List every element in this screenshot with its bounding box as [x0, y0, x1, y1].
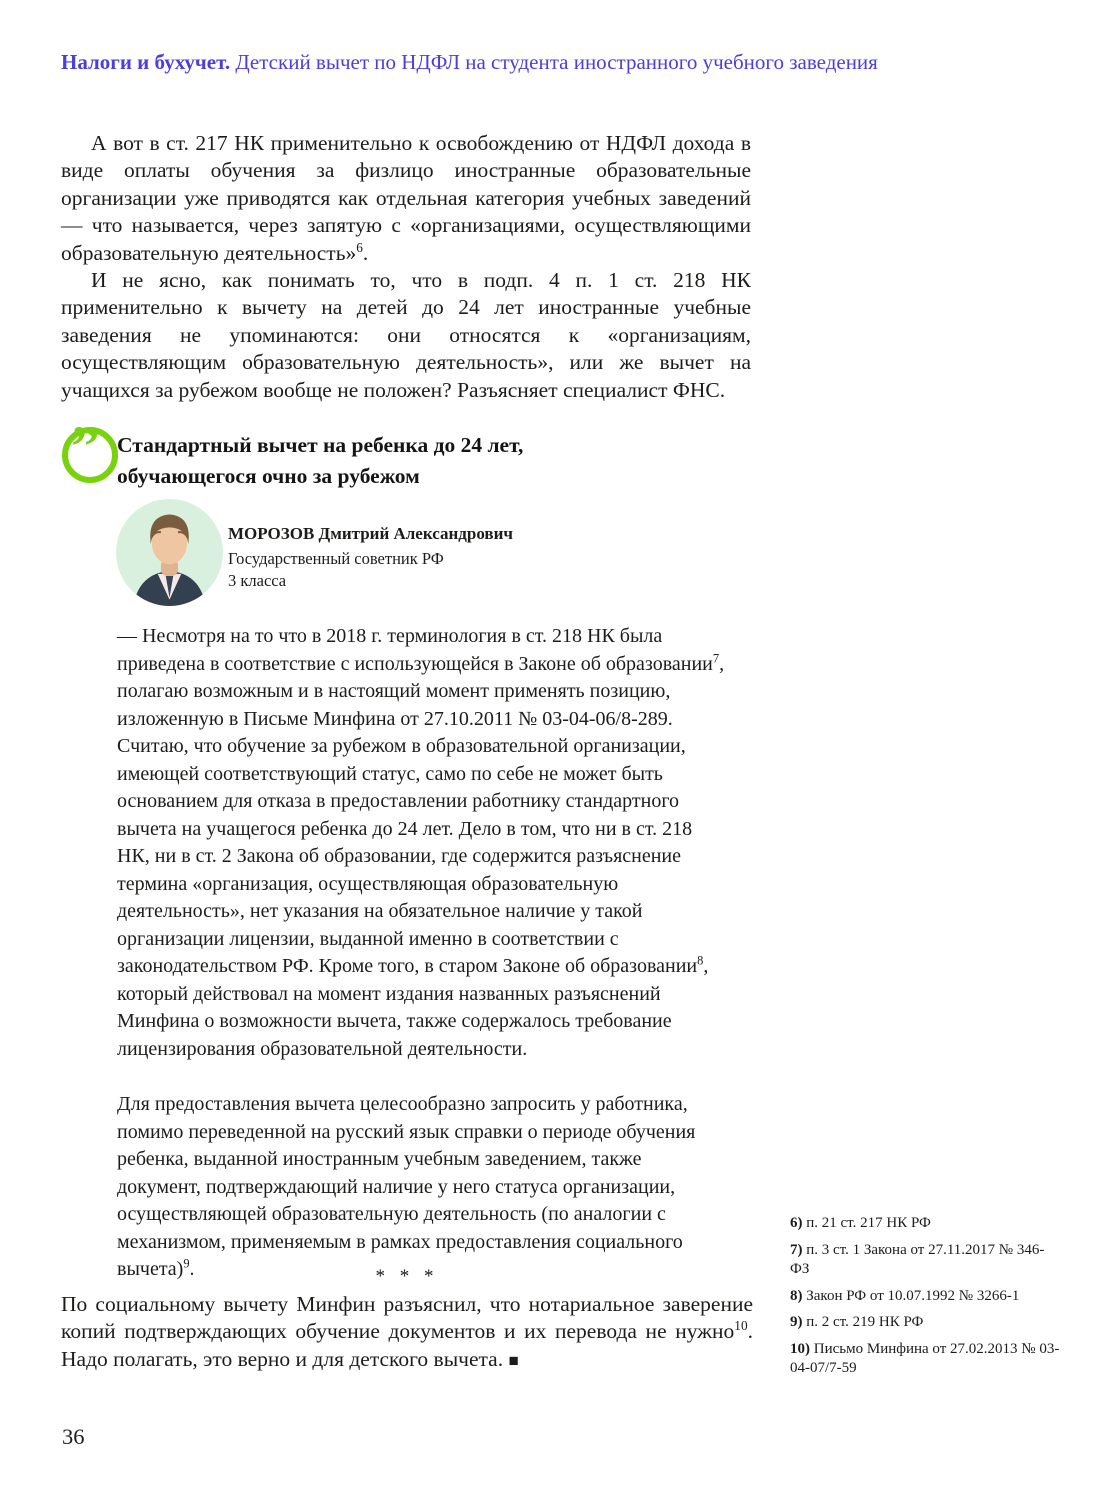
footnote-number: 9)	[790, 1314, 803, 1330]
footnote-item-9	[790, 1313, 1060, 1333]
expert-byline	[228, 523, 648, 592]
footnote-text: п. 21 ст. 217 НК РФ	[802, 1215, 931, 1231]
footnote-item-7	[790, 1241, 1060, 1280]
article-end-marker: ■	[508, 1350, 519, 1370]
outro-text	[61, 1291, 753, 1374]
quote-paragraph-1: — Несмотря на то что в 2018 г. терминология в ст. 218 НК была приведена в соответствие с использующейся в Законе об образовании$^7$, полагаю возможным и в настоящий момент применять позицию, изложенную в Письме Минфина от 27.10.2011 № 03-04-06/8-289. Считаю, что обучение за рубежом в образовательной организации, имеющей соответствующий статус, само по себе не может быть основанием для отказа в предоставлении работнику стандартного вычета на учащегося ребенка до 24 лет. Дело в том, что ни в ст. 218 НК, ни в ст. 2 Закона об образовании, где содержится разъяснение термина «организация, осуществляющая образовательную деятельность», нет указания на обязательное наличие у такой организации лицензии, выданной именно в соответствии с законодательством РФ. Кроме того, в старом Законе об образовании$^8$, который действовал на момент издания названных разъяснений Минфина о возможности вычета, также содержалось требование лицензирования образовательной деятельности.	[117, 625, 725, 1060]
outro-paragraph: По социальному вычету Минфин разъяснил, что нотариальное заверение копий подтверждающих обучение документов и их перевода не нужно$^{10}$. Надо полагать, это верно и для детского вычета. ■	[61, 1292, 753, 1371]
expert-title-line2: 3 класса	[228, 571, 287, 590]
footnote-item-8	[790, 1287, 1060, 1307]
quote-marks-icon: ”	[62, 427, 118, 483]
footnote-ref-10: 10	[734, 1318, 748, 1334]
footnote-ref-8: 8	[697, 953, 704, 968]
intro-paragraph-2: И не ясно, как понимать то, что в подп. 4 п. 1 ст. 218 НК применительно к вычету на детей до 24 лет иностранные учебные заведения не упоминаются: они относятся к «организациям, осуществляющим образовательную деятельность», или же вычет на учащихся за рубежом вообще не положен? Разъясняет специалист ФНС.	[61, 268, 751, 402]
expert-photo	[116, 499, 223, 606]
section-separator-stars: * * *	[375, 1266, 439, 1287]
footnote-number: 6)	[790, 1215, 803, 1231]
footnote-number: 10)	[790, 1340, 810, 1357]
footnote-ref-9: 9	[183, 1256, 190, 1271]
expert-portrait-illustration	[116, 499, 223, 606]
footnote-item-6	[790, 1214, 1060, 1234]
footnote-number: 8)	[790, 1287, 803, 1304]
footnote-number: 7)	[790, 1241, 803, 1258]
expert-title-line1: Государственный советник РФ	[228, 549, 444, 568]
footnote-ref-7: 7	[712, 650, 720, 665]
footnote-ref-6: 6	[356, 239, 363, 255]
footnote-text: п. 2 ст. 219 НК РФ	[802, 1314, 924, 1330]
footnote-text: Письмо Минфина от 27.02.2013 № 03-04-07/7-59	[790, 1340, 1060, 1376]
footnote-text: п. 3 ст. 1 Закона от 27.11.2017 № 346-ФЗ	[790, 1241, 1045, 1277]
page-number: 36	[62, 1424, 85, 1449]
quote-paragraph-2: Для предоставления вычета целесообразно запросить у работника, помимо переведенной на русский язык справки о периоде обучения ребенка, выданной иностранным учебным заведением, также документ, подтверждающий наличие у него статуса организации, осуществляющей образовательную деятельность (по аналогии с механизмом, применяемым в рамках предоставления социального вычета)$^9$.	[117, 1093, 696, 1280]
footnotes-block	[790, 1214, 1060, 1386]
footnote-item-10	[790, 1340, 1060, 1379]
article-breadcrumb	[61, 50, 1041, 75]
expert-name: МОРОЗОВ Дмитрий Александрович	[228, 524, 513, 543]
footnote-text: Закон РФ от 10.07.1992 № 3266-1	[802, 1287, 1020, 1304]
rubric-label: Налоги и бухучет.	[61, 50, 231, 74]
article-title: Детский вычет по НДФЛ на студента иностранного учебного заведения	[230, 50, 878, 74]
intro-text	[61, 130, 751, 404]
intro-paragraph-1: А вот в ст. 217 НК применительно к освобождению от НДФЛ дохода в виде оплаты обучения за физлицо иностранные образовательные организации уже приводятся как отдельная категория учебных заведений — что называется, через запятую с «организациями, осуществляющими образовательную деятельность»$^6$.	[61, 131, 751, 265]
quote-heading: Стандартный вычет на ребенка до 24 лет, обучающегося очно за рубежом	[117, 433, 524, 488]
expert-quote-text	[117, 623, 725, 1284]
